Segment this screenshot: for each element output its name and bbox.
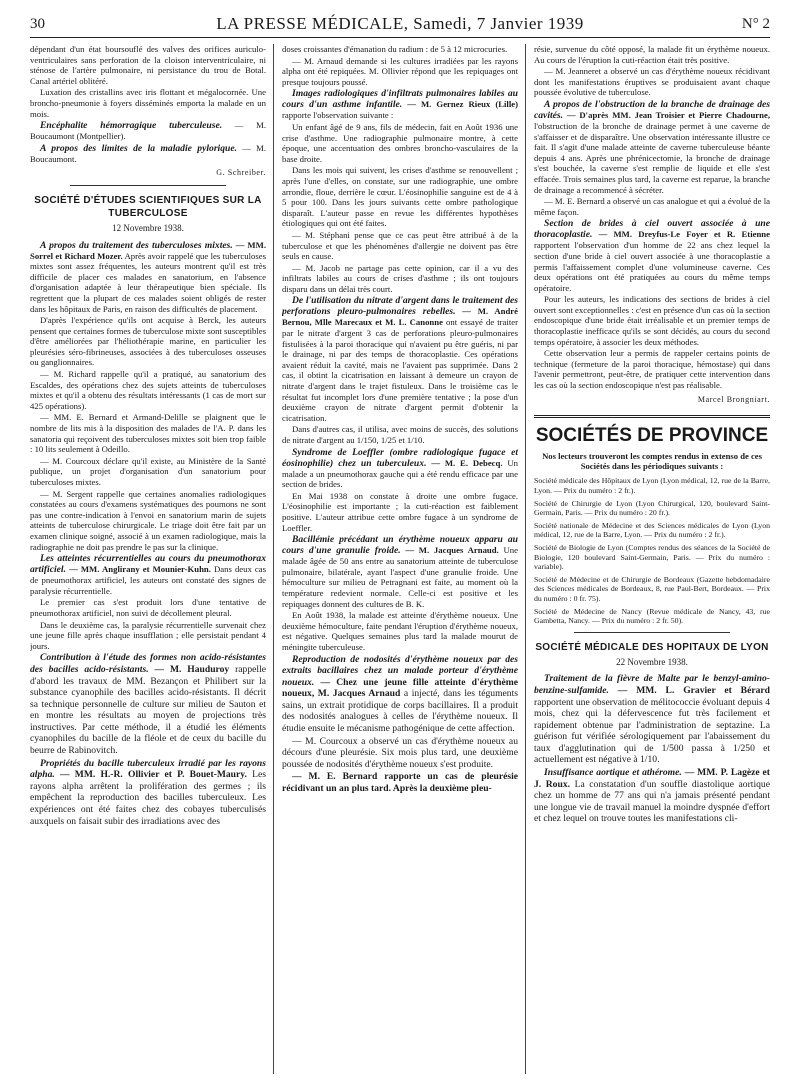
article-author: — M. André Bernou, Mlle Marecaux et M. L. Canonne xyxy=(282,306,518,328)
paragraph: En Août 1938, la malade est atteinte d'érythème noueux. Une deuxième hémoculture, faite pendant l'éruption d'érythème noueux, est négative. Quelques semaines plus tard la malade mourut de méningite tuberculeuse. xyxy=(282,610,518,652)
paragraph: — M. Stéphani pense que ce cas peut être attribué à de la tuberculose et que les phénomènes d'allergie ne doivent pas être seuls en cause. xyxy=(282,229,518,262)
article-author: — MM. L. Gravier et Bérard xyxy=(617,684,770,696)
journal-title: LA PRESSE MÉDICALE, Samedi, 7 Janvier 1939 xyxy=(216,14,584,33)
column-3 xyxy=(534,44,770,1074)
page-number: 30 xyxy=(30,16,45,32)
article-title: Images radiologiques d'infiltrats pulmonaires labiles au cours d'un asthme infantile. xyxy=(282,88,518,111)
paragraph: En Mai 1938 on constate à droite une ombre fugace. L'éosinophilie est importante ; la cuti-réaction est faiblement positive. L'auteur attribue cette ombre fugace à un syndrome de Loeffler. xyxy=(282,490,518,533)
paragraph: — M. Courcoux déclare qu'il existe, au Ministère de la Santé publique, un projet d'organisation d'un sanatorium pour tuberculoses mixtes. xyxy=(30,455,266,487)
paragraph: — M. Jacob ne partage pas cette opinion, car il a vu des infiltrats labiles au cours de crises d'asthme ; ils ont toujours disparu dans un délai très court. xyxy=(282,262,518,294)
society-heading: SOCIÉTÉ MÉDICALE DES HOPITAUX DE LYON xyxy=(535,641,769,653)
list-item: Société de Médecine et de Chirurgie de Bordeaux (Gazette hebdomadaire des Sciences médicales de Bordeaux, 8, rue Paul-Bert, Bordeaux. — Prix du numéro : 0 fr. 75). xyxy=(534,574,770,603)
paragraph: doses croissantes d'émanation du radium : de 5 à 12 microcuries. xyxy=(282,44,508,54)
article-title: Encéphalite hémorragique tuberculeuse. xyxy=(40,120,223,132)
paragraph: Un enfant âgé de 9 ans, fils de médecin, fait en Août 1936 une crise d'asthme. Une radiographie pulmonaire montre, à cette époque, une accentuation des ombres broncho-vasculaires de la base droite. xyxy=(282,121,518,164)
paragraph: Après avoir rappelé que les tuberculoses mixtes sont assez fréquentes, les auteurs montrent qu'il est très difficile de placer ces malades en sanatorium, en l'absence d'organisation adaptée à leur thérapeutique bien spéciale. Ils regrettent que la plupart de ces malades soient obligés de rester dans les hôpitaux de Paris, en raison des difficultés de placement. xyxy=(30,250,266,314)
signature: Marcel Brongniart. xyxy=(697,394,770,404)
paragraph: Dans deux cas de pneumothorax artificiel, les auteurs ont constaté des signes de paralysie récurrentielle. xyxy=(30,564,266,596)
paragraph: Dans le deuxième cas, la paralysie récurrentielle survenait chez une jeune fille après chaque insufflation ; elle persistait pendant 4 jours. xyxy=(30,619,266,651)
article-author: — M. Boucaumont. xyxy=(30,142,266,164)
section-heading: SOCIÉTÉS DE PROVINCE xyxy=(534,415,770,448)
paragraph: rappelle d'abord les travaux de MM. Bezançon et Philibert sur la substance cyanophile des bacilles acido-résistants. Il décrit sa technique personnelle de culture sur milieu de Sauton et en montre les résultats au moyen de projections très instructives. Par cette méthode, il a étudié les éléments cyanophiles du bacille de la fléole et de ceux du bacille du beurre de Rabinovitch. xyxy=(30,663,266,757)
paragraph: Les rayons alpha arrêtent la prolifération des germes ; ils empêchent la reproduction des bacilles tuberculeux. Les expériences ont été faites chez des cobayes tuberculisés auxquels on faisait subir des irradiations avec des xyxy=(30,769,266,827)
article-title: Insuffisance aortique et athérome. xyxy=(544,767,682,779)
paragraph: Pour les auteurs, les indications des sections de brides à ciel ouvert sont exceptionnelles : c'est en présence d'un cas où la section endoscopique d'une bride était irréalisable et un premier temps de thoracoplastie inefficace qu'ils se sont décidés, au cours du second temps opératoire, à associer les deux méthodes. xyxy=(534,294,770,347)
article-author: — M. Jacques Arnaud. xyxy=(405,545,499,556)
paragraph: l'obstruction de la bronche de drainage permet à une caverne de s'affaisser et de disparaître. Une observation intéressante illustre ce fait. Il s'agit d'une malade atteinte de caverne tuberculeuse béante depuis 4 ans. Après une phrénicectomie, la bronche de drainage s'est bouchée, la caverne s'est remplie de liquide et elle s'est effacée. Trois semaines plus tard, la caverne est reparue, la branche de drainage a recommencé à sécréter. xyxy=(534,120,770,195)
column-1 xyxy=(30,44,266,1074)
article-author: — M. E. Debecq. xyxy=(431,457,503,468)
paragraph: — M. E. Bernard rapporte un cas de pleurésie récidivant un an plus tard. Après la deuxième pleu- xyxy=(282,771,518,795)
list-item: Société de Chirurgie de Lyon (Lyon Chirurgical, 120, boulevard Saint-Germain, Paris. — Prix du numéro : 20 fr.). xyxy=(534,498,770,518)
list-intro: Nos lecteurs trouveront les comptes rendus in extenso de ces Sociétés dans les périodiques suivants : xyxy=(542,451,762,471)
article-title: De l'utilisation du nitrate d'argent dans le traitement des perforations pleuro-pulmonaires rebelles. xyxy=(282,295,518,318)
article-author: — M. Boucaumont (Montpellier). xyxy=(30,120,266,142)
page-header xyxy=(30,10,770,38)
article-title: Reproduction de nodosités d'érythème noueux par des extraits bacillaires chez un malade porteur d'érythème noueux. xyxy=(282,653,518,688)
session-date: 22 Novembre 1938. xyxy=(616,656,688,667)
article-author: — MM. H.-R. Ollivier et P. Bouet-Maury. xyxy=(59,769,247,781)
paragraph: ont essayé de traiter par le nitrate d'argent 3 cas de perforations pleuro-pulmonaires fistulisées à la paroi thoracique qui n'avaient pu être guéris, ni par le drainage, ni par des temps de thoracoplastie. Ces opérations avaient réduit la cavité, mais ne l'avaient pas supprimée. Dans 2 cas, il obtint la cicatrisation en laissant à demeure un crayon de nitrate d'argent dans le trajet fistuleux. Dans le troisième cas le résultat fut incomplet lors d'une première tentative ; la pose d'un deuxième crayon de nitrate d'argent permit d'obtenir la cicatrisation. xyxy=(282,317,518,423)
list-item: Société médicale des Hôpitaux de Lyon (Lyon médical, 12, rue de la Barre, Lyon. — Prix du numéro : 2 fr.). xyxy=(534,476,770,495)
paragraph: Luxation des cristallins avec iris flottant et mégalocornée. Une broncho-pneumonie à foyers disséminés emporta la malade en un mois. xyxy=(30,87,266,119)
article-author: — MM. P. Lagèze et J. Roux. xyxy=(534,767,770,790)
column-divider xyxy=(525,44,526,1074)
paragraph: dépendant d'un état boursouflé des valves des orifices auriculo-ventriculaires sans perforation de la cloison interventriculaire, ni sténose de l'artère pulmonaire, ni persistance du trou de Botal. Canal artériel oblitéré. xyxy=(30,44,266,86)
article-author: — M. Hauduroy xyxy=(154,663,230,675)
paragraph: Une malade âgée de 50 ans entre au sanatorium atteinte de tuberculose pulmonaire, bilatérale, ayant l'aspect d'une granulie froide. Une hémoculture sur milieu de Petragnani est faite, au moment où la température redevient normale. Celle-ci est positive et les repiquages donnent des cultures de B. K. xyxy=(282,545,518,609)
section-rule xyxy=(574,632,730,633)
issue-number: N° 2 xyxy=(741,16,770,32)
article-title: Bacillémie précédant un érythème noueux apparu au cours d'une granulie froide. xyxy=(282,534,518,557)
paragraph: Dans d'autres cas, il utilisa, avec moins de succès, des solutions de nitrate d'argent au 1/150, 1/25 et 1/10. xyxy=(282,424,518,445)
paragraph: — M. Jeanneret a observé un cas d'érythème noueux récidivant dont les manifestations éruptives se produisaient avant chaque poussée évolutive de tuberculose. xyxy=(534,66,770,98)
article-title: A propos du traitement des tuberculoses mixtes. xyxy=(40,239,233,251)
paragraph: — M. E. Bernard a observé un cas analogue et qui a évolué de la même façon. xyxy=(534,196,770,217)
column-2 xyxy=(282,44,518,1074)
article-author: — M. Gernez Rieux (Lille) xyxy=(407,99,518,110)
article-title: Traitement de la fièvre de Malte par le benzyl-amino-benzine-sulfamide. xyxy=(534,673,770,696)
list-item: Société de Biologie de Lyon (Comptes rendus des séances de la Société de Biologie, 120 boulevard Saint-Germain, Paris. — Prix du numéro : variable). xyxy=(534,542,770,572)
article-title: A propos de l'obstruction de la branche de drainage des cavités. xyxy=(534,98,770,121)
article-title: Section de brides à ciel ouvert associée à une thoracoplastie. xyxy=(534,218,770,241)
session-date: 12 Novembre 1938. xyxy=(112,222,184,233)
paragraph: — MM. E. Bernard et Armand-Delille se plaignent que le nombre de lits mis à la disposition des malades de l'A. P. dans les sanatoria qui reçoivent des tuberculoses mixtes soit bien trop faible : 10 lits seulement à Odeillo. xyxy=(30,412,266,455)
list-item: Société nationale de Médecine et des Sciences médicales de Lyon (Lyon médical, 12, rue de la Barre, Lyon. — Prix du numéro : 2 fr.). xyxy=(534,520,770,540)
paragraph: La constatation d'un souffle diastolique aortique chez un homme de 77 ans qui n'a jamais présenté pendant une longue vie de travail manuel la moindre dyspnée d'effort et chez lequel on trouve toutes les manifestations cli- xyxy=(534,778,770,825)
signature: G. Schreiber. xyxy=(216,168,266,178)
paragraph: a injecté, dans les téguments sains, un extrait protidique de corps bacillaires. Il a produit des nodosités analogues à celles de l'érythème noueux. Il étudie ensuite le mécanisme pathogénique de cette affection. xyxy=(282,688,518,735)
paragraph: résie, survenue du côté opposé, la malade fit un érythème noueux. Au cours de l'éruption la cuti-réaction était très positive. xyxy=(534,44,770,65)
article-author: — D'après MM. Jean Troisier et Pierre Chadourne, xyxy=(566,109,770,120)
paragraph: D'après l'expérience qu'ils ont acquise à Berck, les auteurs pensent que certaines formes de tuberculose mixte sont susceptibles d'être améliorées par l'héliothérapie marine, en particulier les pleurésies séro-fibrineuses, associées à des tuberculoses osseuses ou ganglionnaires. xyxy=(30,315,266,368)
paragraph: Cette observation leur a permis de rappeler certains points de technique (fermeture de la paroi thoracique, hémostase) qui dans l'avenir permettront, peut-être, de pratiquer cette intervention dans les cas où la section endoscopique n'est pas réalisable. xyxy=(534,348,770,391)
paragraph: rapporte l'observation suivante : xyxy=(282,110,394,121)
section-rule xyxy=(70,185,226,186)
paragraph: Un malade a un pneumothorax gauche qui a été rendu efficace par une section de brides. xyxy=(282,457,518,490)
paragraph: Le premier cas s'est produit lors d'une tentative de pneumothorax artificiel, non suivi de décollement pleural. xyxy=(30,597,266,618)
paragraph: — M. Arnaud demande si les cultures irradiées par les rayons alpha ont été repiquées. M. Ollivier répond que les repiquages ont presque toujours poussé. xyxy=(282,55,518,87)
article-title: Propriétés du bacille tuberculeux irradié par les rayons alpha. xyxy=(30,757,266,781)
paragraph: rapportent une observation de mélitococcie évoluant depuis 4 mois, chez qui la défervescence fut très facilement et rapidement obtenue par l'administration de septazine. La guérison fut vérifiée sérologiquement par l'abaissement du taux d'agglutination qui de 1/500 passa à 1/250 et actuellement est négative à 1/10. xyxy=(534,696,770,766)
paragraph: — M. Sergent rappelle que certaines anomalies radiologiques constatées au cours d'examens systématiques des poumons ne sont pas une contre-indication à l'envoi en sanatorium marin de sujets atteints de tuberculose chirurgicale. Le triage doit être fait par un examen clinique soigné, associé à un examen radiologique, mais la radiographie ne doit pas prendre le pas sur la clinique. xyxy=(30,488,266,552)
article-title: Contribution à l'étude des formes non acido-résistantes des bacilles acido-résistants. xyxy=(30,652,266,675)
list-item: Société de Médecine de Nancy (Revue médicale de Nancy, 43, rue Gambetta, Nancy. — Prix du numéro : 2 fr. 50). xyxy=(534,606,770,626)
article-title: Les atteintes récurrentielles au cours du pneumothorax artificiel. xyxy=(30,553,266,576)
article-author: — MM. Dreyfus-Le Foyer et R. Etienne xyxy=(598,229,770,240)
article-title: A propos des limites de la maladie pylorique. xyxy=(40,142,238,154)
society-heading: SOCIÉTÉ D'ÉTUDES SCIENTIFIQUES SUR LA TUBERCULOSE xyxy=(34,194,262,219)
paragraph: rapportent l'observation d'un homme de 22 ans chez lequel la section d'une bride à ciel ouvert associée à une thoracoplastie a permis l'affaissement complet d'une volumineuse caverne. Ces deux opérations ont été pratiquées au cours du même temps opératoire. xyxy=(534,240,770,293)
paragraph: Dans les mois qui suivent, les crises d'asthme se renouvellent ; après l'une d'elles, on constate, sur une radiographie, une ombre arrondie, floue, derrière le cœur. L'éosinophilie sanguine est de 4 à 5 pour 100. Dans les jours suivants cette ombre pathologique disparaît. L'auteur passe en revue les différentes hypothèses étiologiques qui ont été faites. xyxy=(282,165,518,229)
article-author: — Chez une jeune fille atteinte d'érythème noueux, M. Jacques Arnaud xyxy=(282,676,518,700)
article-author: — MM. Anglirany et Mounier-Kuhn. xyxy=(69,564,211,575)
paragraph: — M. Richard rappelle qu'il a pratiqué, au sanatorium des Escaldes, des opérations chez des sujets atteints de tuberculoses mixtes et qu'il a obtenu des résultats intéressants (1 cas de mort sur 425 opérations). xyxy=(30,369,266,411)
article-author: — MM. Sorrel et Richard Mozer. xyxy=(30,239,266,261)
column-divider xyxy=(273,44,274,1074)
paragraph: — M. Courcoux a observé un cas d'érythème noueux au décours d'une pleurésie. Six mois plus tard, une deuxième poussée de nodosités d'érythème noueux s'est produite. xyxy=(282,735,518,770)
periodicals-list xyxy=(534,452,770,626)
article-title: Syndrome de Loeffler (ombre radiologique fugace et éosinophilie) chez un tuberculeux. xyxy=(282,446,518,469)
